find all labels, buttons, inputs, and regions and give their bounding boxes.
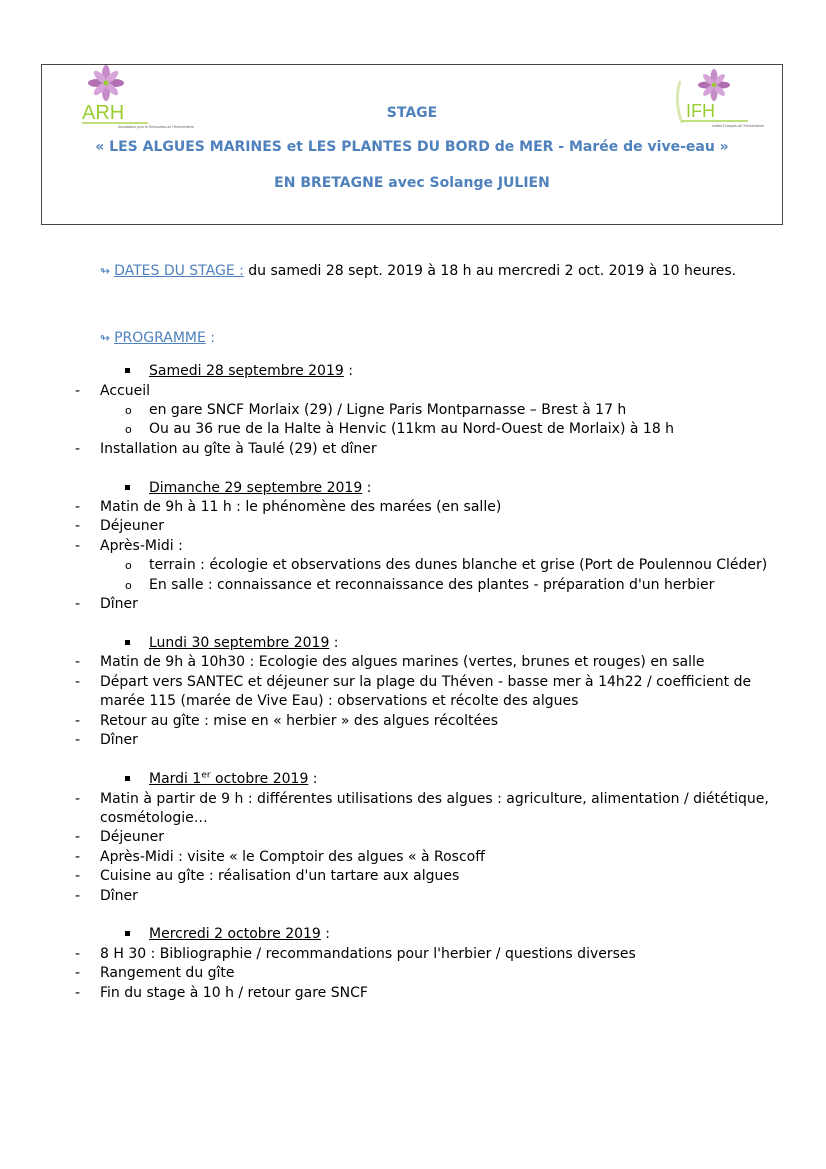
list-item: Après-Midi : [100,538,183,554]
day-heading: Mardi 1er octobre 2019 : [149,770,318,787]
list-item: Dîner [100,596,138,612]
list-item: 8 H 30 : Bibliographie / recommandations pour l'herbier / questions diverses [100,946,636,962]
arh-logo [78,67,194,137]
list-item-continuation: marée 115 (marée de Vive Eau) : observations et récolte des algues [100,693,579,709]
list-item: Déjeuner [100,518,165,534]
dates-line [100,262,736,280]
list-item: Dîner [100,888,138,904]
day-heading: Lundi 30 septembre 2019 : [149,635,339,651]
list-item-continuation: cosmétologie… [100,810,208,826]
sub-list-item: en gare SNCF Morlaix (29) / Ligne Paris Montparnasse – Brest à 17 h [149,402,627,418]
square-bullet-icon [125,368,130,373]
list-item: Fin du stage à 10 h / retour gare SNCF [100,985,368,1001]
square-bullet-icon [125,640,130,645]
programme-label: PROGRAMME [114,330,206,346]
list-item: Déjeuner [100,829,165,845]
sub-list-item: En salle : connaissance et reconnaissance des plantes - préparation d'un herbier [149,577,715,593]
list-item: Rangement du gîte [100,965,235,981]
header-title: STAGE [386,105,438,121]
arh-logo-text: ARH [82,102,125,124]
day-heading: Mercredi 2 octobre 2019 : [149,926,330,942]
day-title: Samedi 28 septembre 2019 [149,363,344,379]
circle-bullet-icon: o [125,423,132,436]
day-heading: Samedi 28 septembre 2019 : [149,363,353,379]
pointing-hand-icon: ↬ [100,331,111,345]
list-item: Accueil [100,383,150,399]
list-item: Cuisine au gîte : réalisation d'un tartare aux algues [100,868,460,884]
sub-list-item: Ou au 36 rue de la Halte à Henvic (11km au Nord-Ouest de Morlaix) à 18 h [149,421,675,437]
circle-bullet-icon: o [125,404,132,417]
square-bullet-icon [125,776,130,781]
programme-colon: : [205,330,216,346]
circle-bullet-icon: o [125,579,132,592]
day-title: Lundi 30 septembre 2019 [149,635,330,651]
day-title: Mercredi 2 octobre 2019 [149,926,321,942]
day-title: Dimanche 29 septembre 2019 [149,480,363,496]
document-page: ARH Association pour le Renouveau de l'Herboristerie IFH Institut Français de l'Herboristerie STAGE « LES ALGUES MARINES et LES PLANTES DU BORD de MER - Marée de vive-eau » EN BRETAGNE avec Solange JULIEN ↬ DATES DU STAGE : du samedi 28 sept. 2019 à 18 h au mercredi 2 oct. 2019 à 10 heures. ↬ PROGRAMME : Samedi 28 septembre 2019 : - Accueil o en gare SNCF Morlaix (29) / Ligne Paris Montparnasse – Brest à 17 h o Ou au 36 rue de la Halte à Henvic (11km au Nord-Ouest de Morlaix) à 18 h - Installation au gîte à Taulé (29) et dîner Dimanche 29 septembre 2019 : - Matin de 9h à 11 h : le phénomène des marées (en salle) - Déjeuner - Après-Midi : o terrain : écologie et observations des dunes blanche et grise (Port de Poulennou Cléder) o En salle : connaissance et reconnaissance des plantes - préparation d'un herbier - Dîner Lundi 30 septembre 2019 : - Matin de 9h à 10h30 : Ecologie des algues marines (vertes, brunes et rouges) en salle - Départ vers SANTEC et déjeuner sur la plage du Théven - basse mer à 14h22 / coefficient de marée 115 (marée de Vive Eau) : observations et récolte des algues - Retour au gîte : mise en « herbier » des algues récoltées - Dîner Mardi 1er octobre 2019 : - Matin à partir de 9 h : différentes utilisations des algues : agriculture, alimentation / diététique, cosmétologie… - Déjeuner - Après-Midi : visite « le Comptoir des algues « à Roscoff - Cuisine au gîte : réalisation d'un tartare aux algues - Dîner Mercredi 2 octobre 2019 : - 8 H 30 : Bibliographie / recommandations pour l'herbier / questions diverses - Rangement du gîte - Fin du stage à 10 h / retour gare SNCF [0,0,826,1169]
list-item: Matin à partir de 9 h : différentes utilisations des algues : agriculture, alimentation / diététique, [100,791,769,807]
list-item: Matin de 9h à 10h30 : Ecologie des algues marines (vertes, brunes et rouges) en salle [100,654,705,670]
circle-bullet-icon: o [125,559,132,572]
header-subtitle-2: EN BRETAGNE avec Solange JULIEN [274,175,550,191]
dates-label: DATES DU STAGE : [114,263,244,279]
ifh-logo-text: IFH [686,101,715,121]
list-item: Retour au gîte : mise en « herbier » des algues récoltées [100,713,498,729]
header-box [41,64,783,225]
list-item: Matin de 9h à 11 h : le phénomène des marées (en salle) [100,499,502,515]
list-item: Départ vers SANTEC et déjeuner sur la plage du Théven - basse mer à 14h22 / coefficient de [100,674,752,690]
ifh-logo-tagline: Institut Français de l'Herboristerie [712,124,765,128]
day-heading: Dimanche 29 septembre 2019 : [149,480,372,496]
pointing-hand-icon: ↬ [100,264,111,278]
day-title: Mardi 1er octobre 2019 [149,770,309,787]
dates-text: du samedi 28 sept. 2019 à 18 h au mercredi 2 oct. 2019 à 10 heures. [243,263,737,279]
list-item: Dîner [100,732,138,748]
header-subtitle: « LES ALGUES MARINES et LES PLANTES DU BORD de MER - Marée de vive-eau » [95,139,729,155]
list-item: Après-Midi : visite « le Comptoir des algues « à Roscoff [100,849,485,865]
sub-list-item: terrain : écologie et observations des dunes blanche et grise (Port de Poulennou Cléder) [149,557,768,573]
square-bullet-icon [125,485,130,490]
arh-logo-tagline: Association pour le Renouveau de l'Herboristerie [118,125,194,129]
programme-heading [100,329,215,347]
square-bullet-icon [125,931,130,936]
list-item: Installation au gîte à Taulé (29) et dîner [100,441,377,457]
ifh-logo [672,71,765,133]
